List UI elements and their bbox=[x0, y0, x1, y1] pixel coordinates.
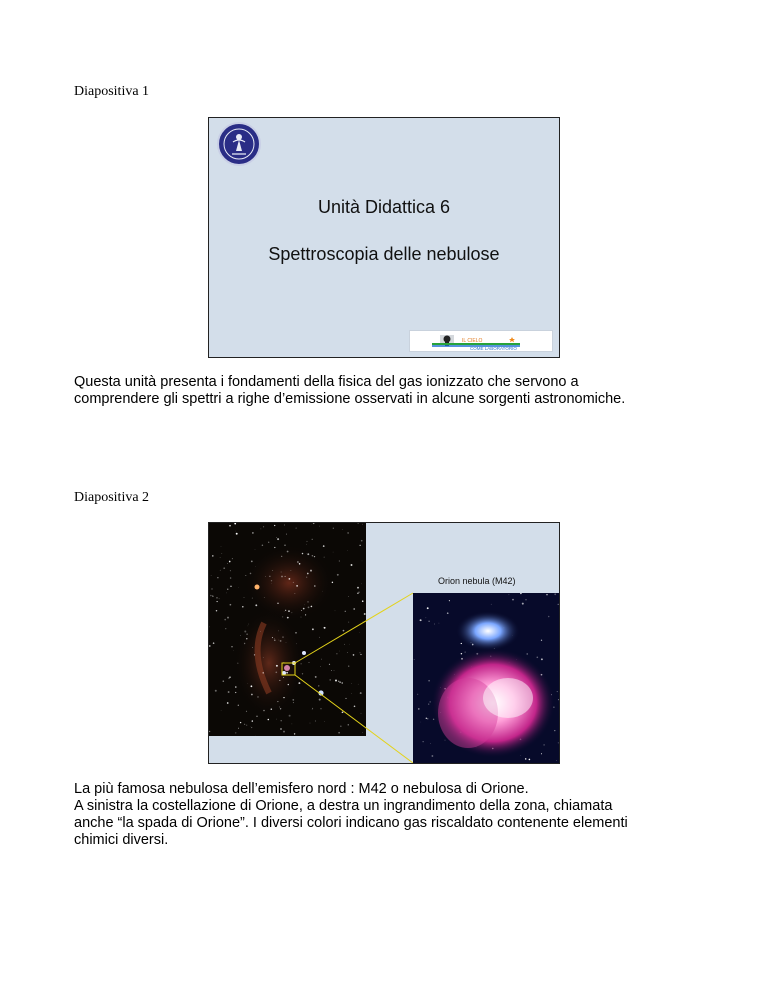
slide-title-line-2: Spettroscopia delle nebulose bbox=[268, 244, 500, 264]
banner-subtitle: COME LABORATORIO bbox=[470, 346, 517, 351]
orion-nebula-m42-photo bbox=[413, 593, 559, 763]
orion-constellation-photo bbox=[209, 523, 366, 736]
caption-line: anche “la spada di Orione”. I diversi colori indicano gas riscaldato contenente elementi bbox=[74, 815, 628, 831]
caption-line: chimici diversi. bbox=[74, 832, 169, 848]
slide-heading: Diapositiva 2 bbox=[74, 490, 150, 505]
image-label: Orion nebula (M42) bbox=[438, 576, 516, 586]
slide-1-thumbnail bbox=[208, 117, 560, 358]
caption-line: Questa unità presenta i fondamenti della fisica del gas ionizzato che servono a bbox=[74, 374, 579, 390]
caption-line: La più famosa nebulosa dell’emisfero nord : M42 o nebulosa di Orione. bbox=[74, 781, 529, 797]
university-seal-logo bbox=[217, 122, 261, 166]
caption-line: A sinistra la costellazione di Orione, a destra un ingrandimento della zona, chiamata bbox=[74, 798, 613, 814]
il-cielo-banner-logo bbox=[409, 330, 553, 352]
slide-2-caption bbox=[74, 781, 704, 849]
slide-1-caption bbox=[74, 374, 704, 408]
slide-2-thumbnail bbox=[208, 522, 560, 764]
banner-title: IL CIELO bbox=[462, 338, 483, 344]
caption-line: comprendere gli spettri a righe d’emissione osservati in alcune sorgenti astronomiche. bbox=[74, 391, 626, 407]
slide-title-line-1: Unità Didattica 6 bbox=[317, 197, 451, 217]
slide-heading: Diapositiva 1 bbox=[74, 84, 150, 99]
